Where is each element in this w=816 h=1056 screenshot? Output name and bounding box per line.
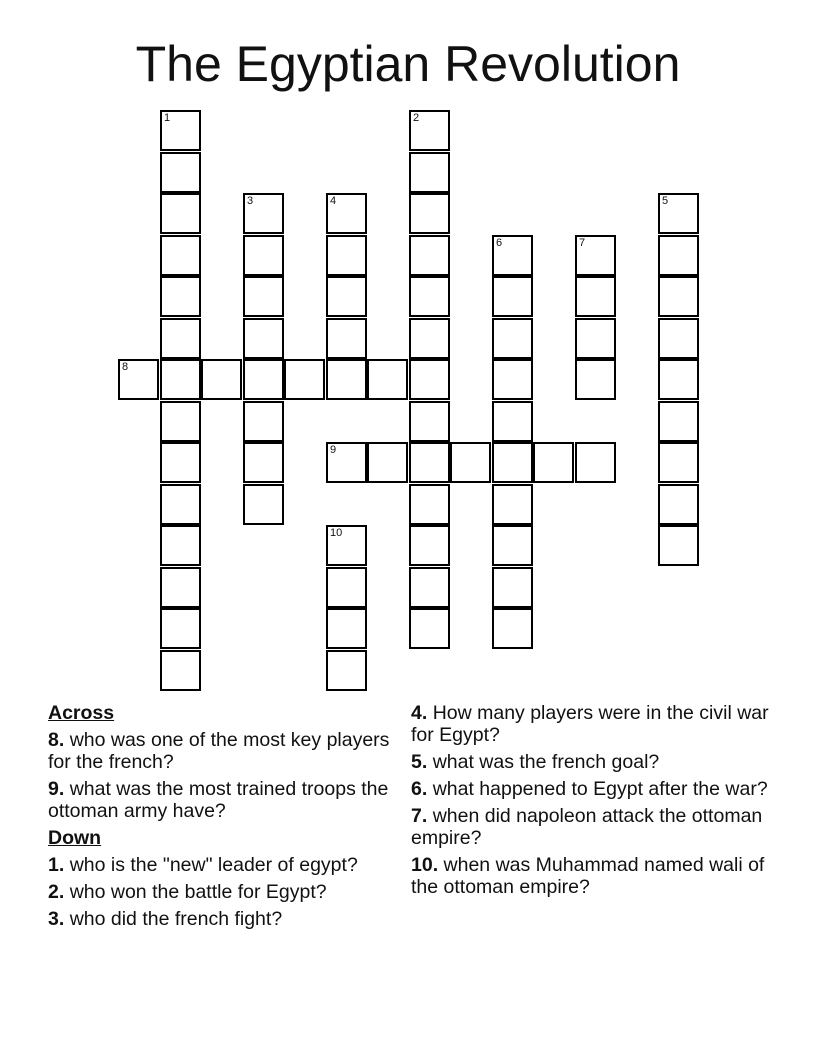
grid-cell[interactable] — [409, 110, 450, 151]
clue-down-4 — [411, 702, 771, 746]
cell-number: 2 — [413, 112, 420, 124]
clue-down-6 — [411, 778, 771, 800]
grid-cell[interactable] — [658, 276, 699, 317]
clue-number: 7. — [411, 805, 428, 827]
grid-cell[interactable] — [575, 359, 616, 400]
clue-down-1 — [48, 854, 393, 876]
grid-cell[interactable] — [575, 235, 616, 276]
grid-cell[interactable] — [658, 318, 699, 359]
grid-cell[interactable] — [658, 193, 699, 234]
grid-cell[interactable] — [160, 235, 201, 276]
grid-cell[interactable] — [492, 442, 533, 483]
grid-cell[interactable] — [326, 318, 367, 359]
clue-text: who did the french fight? — [69, 908, 283, 930]
clue-number: 6. — [411, 778, 428, 800]
grid-cell[interactable] — [326, 276, 367, 317]
clue-text: who was one of the most key players for the french? — [48, 729, 390, 773]
grid-cell[interactable] — [201, 359, 242, 400]
grid-cell[interactable] — [243, 276, 284, 317]
grid-cell[interactable] — [492, 235, 533, 276]
grid-cell[interactable] — [326, 193, 367, 234]
grid-cell[interactable] — [243, 193, 284, 234]
grid-cell[interactable] — [243, 318, 284, 359]
grid-cell[interactable] — [243, 359, 284, 400]
grid-cell[interactable] — [409, 276, 450, 317]
cell-number: 4 — [330, 195, 337, 207]
grid-cell[interactable] — [492, 318, 533, 359]
grid-cell[interactable] — [326, 235, 367, 276]
grid-cell[interactable] — [409, 567, 450, 608]
grid-cell[interactable] — [658, 359, 699, 400]
clue-text: what happened to Egypt after the war? — [432, 778, 768, 800]
clue-text: what was the french goal? — [432, 751, 660, 773]
grid-cell[interactable] — [409, 442, 450, 483]
grid-cell[interactable] — [160, 359, 201, 400]
grid-cell[interactable] — [575, 318, 616, 359]
across-heading: Across — [48, 702, 115, 724]
grid-cell[interactable] — [284, 359, 325, 400]
cell-number: 9 — [330, 444, 337, 456]
clues-left-column — [48, 702, 393, 935]
grid-cell[interactable] — [409, 484, 450, 525]
grid-cell[interactable] — [409, 235, 450, 276]
grid-cell[interactable] — [326, 650, 367, 691]
grid-cell[interactable] — [409, 525, 450, 566]
cell-number: 8 — [122, 361, 129, 373]
grid-cell[interactable] — [658, 484, 699, 525]
clue-text: when did napoleon attack the ottoman empire? — [411, 805, 763, 849]
grid-cell[interactable] — [160, 484, 201, 525]
grid-cell[interactable] — [243, 442, 284, 483]
grid-cell[interactable] — [492, 359, 533, 400]
grid-cell[interactable] — [326, 608, 367, 649]
grid-cell[interactable] — [492, 276, 533, 317]
clue-text: How many players were in the civil war for Egypt? — [411, 702, 769, 746]
grid-cell[interactable] — [658, 442, 699, 483]
clue-text: who won the battle for Egypt? — [69, 881, 327, 903]
grid-cell[interactable] — [160, 650, 201, 691]
clue-down-5 — [411, 751, 771, 773]
grid-cell[interactable] — [533, 442, 574, 483]
grid-cell[interactable] — [409, 608, 450, 649]
grid-cell[interactable] — [409, 401, 450, 442]
clues-right-column — [411, 702, 771, 903]
grid-cell[interactable] — [658, 525, 699, 566]
grid-cell[interactable] — [326, 525, 367, 566]
clue-down-2 — [48, 881, 393, 903]
clue-number: 2. — [48, 881, 65, 903]
cell-number: 5 — [662, 195, 669, 207]
grid-cell[interactable] — [575, 276, 616, 317]
clue-number: 8. — [48, 729, 65, 751]
clue-text: what was the most trained troops the ottoman army have? — [48, 778, 389, 822]
cell-number: 10 — [330, 527, 343, 539]
grid-cell[interactable] — [326, 442, 367, 483]
clue-down-10 — [411, 854, 771, 898]
puzzle-title: The Egyptian Revolution — [135, 36, 681, 92]
grid-cell[interactable] — [118, 359, 159, 400]
down-heading: Down — [48, 827, 102, 849]
clue-number: 3. — [48, 908, 65, 930]
grid-cell[interactable] — [160, 318, 201, 359]
grid-cell[interactable] — [492, 484, 533, 525]
grid-cell[interactable] — [409, 359, 450, 400]
clue-number: 4. — [411, 702, 428, 724]
grid-cell[interactable] — [367, 359, 408, 400]
clue-across-9 — [48, 778, 393, 822]
grid-cell[interactable] — [409, 152, 450, 193]
grid-cell[interactable] — [492, 608, 533, 649]
grid-cell[interactable] — [658, 235, 699, 276]
grid-cell[interactable] — [243, 401, 284, 442]
clue-down-3 — [48, 908, 393, 930]
grid-cell[interactable] — [326, 567, 367, 608]
grid-cell[interactable] — [326, 359, 367, 400]
clue-text: when was Muhammad named wali of the ottoman empire? — [411, 854, 765, 898]
cell-number: 1 — [164, 112, 171, 124]
grid-cell[interactable] — [160, 442, 201, 483]
clue-number: 10. — [411, 854, 439, 876]
grid-cell[interactable] — [160, 110, 201, 151]
grid-cell[interactable] — [160, 525, 201, 566]
clue-number: 5. — [411, 751, 428, 773]
clue-text: who is the "new" leader of egypt? — [69, 854, 358, 876]
grid-cell[interactable] — [409, 193, 450, 234]
grid-cell[interactable] — [243, 235, 284, 276]
grid-cell[interactable] — [160, 276, 201, 317]
grid-cell[interactable] — [160, 152, 201, 193]
grid-cell[interactable] — [450, 442, 491, 483]
grid-cell[interactable] — [492, 567, 533, 608]
clue-number: 1. — [48, 854, 65, 876]
grid-cell[interactable] — [243, 484, 284, 525]
grid-cell[interactable] — [492, 401, 533, 442]
cell-number: 7 — [579, 237, 586, 249]
clue-number: 9. — [48, 778, 65, 800]
grid-cell[interactable] — [409, 318, 450, 359]
grid-cell[interactable] — [160, 401, 201, 442]
grid-cell[interactable] — [160, 193, 201, 234]
clue-down-7 — [411, 805, 771, 849]
grid-cell[interactable] — [160, 567, 201, 608]
clue-across-8 — [48, 729, 393, 773]
grid-cell[interactable] — [575, 442, 616, 483]
grid-cell[interactable] — [367, 442, 408, 483]
cell-number: 6 — [496, 237, 503, 249]
grid-cell[interactable] — [492, 525, 533, 566]
grid-cell[interactable] — [160, 608, 201, 649]
cell-number: 3 — [247, 195, 254, 207]
grid-cell[interactable] — [658, 401, 699, 442]
